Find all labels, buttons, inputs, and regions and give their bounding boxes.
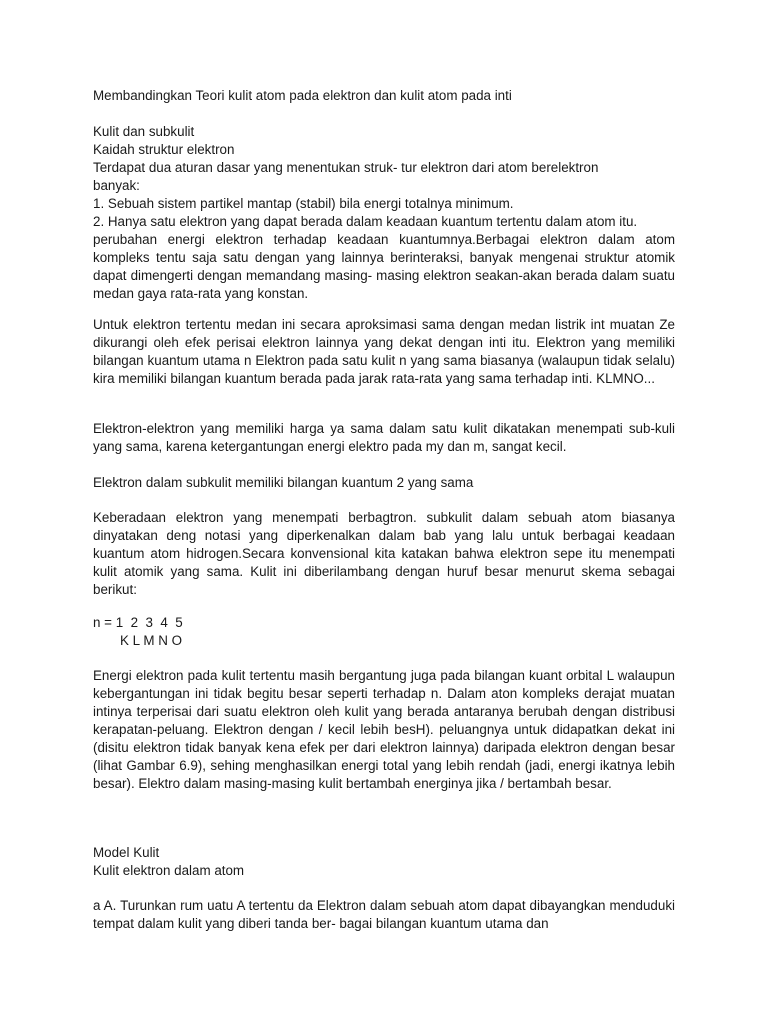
intro-line-2: banyak:: [93, 178, 140, 193]
paragraph-text: Elektron-elektron yang memiliki harga ya sama dalam satu kulit dikatakan menempati sub-kuli yang sama, karena ketergantungan energi elektro pada my dan m, sangat kecil.: [93, 421, 675, 454]
shell-numbers: n = 1 2 3 4 5: [93, 615, 183, 630]
shell-notation: [93, 614, 675, 650]
heading-kulit-elektron: Kulit elektron dalam atom: [93, 863, 245, 878]
heading-model-kulit: Model Kulit: [93, 845, 160, 860]
intro-section: [93, 123, 675, 303]
paragraph-subkulit: [93, 420, 675, 456]
paragraph-keberadaan: [93, 509, 675, 599]
paragraph-text: Keberadaan elektron yang menempati berbagtron. subkulit dalam sebuah atom biasanya dinyatakan deng notasi yang diperkenalkan dalam bab yang lalu untuk berbagai keadaan kuantum atom hidrogen.Secara konvensional kita katakan bahwa elektron sepe itu menempati kulit atomik yang sama. Kulit ini diberilambang dengan huruf besar menurut skema sebagai berikut:: [93, 510, 675, 597]
heading-kulit-subkulit: Kulit dan subkulit: [93, 124, 195, 139]
paragraph-bilangan: [93, 474, 675, 492]
paragraph-text: Energi elektron pada kulit tertentu masih bergantung juga pada bilangan kuant orbital L walaupun kebergantungan ini tidak begitu besar seperti terhadap n. Dalam aton kompleks derajat muatan intinya terperisai dari suatu elektron oleh kulit yang berada antaranya berubah dengan distribusi kerapatan-peluang. Elektron dengan / kecil lebih besH). peluangnya untuk didapatkan dekat ini (disitu elektron tidak banyak kena efek per dari elektron lainnya) daripada elektron dengan besar (lihat Gambar 6.9), sehing menghasilkan energi total yang lebih rendah (jadi, energi ikatnya lebih besar). Elektro dalam masing-masing kulit bertambah energinya jika / bertambah besar.: [93, 668, 675, 791]
paragraph-medan: [93, 316, 675, 388]
shell-letters: K L M N O: [120, 633, 183, 648]
paragraph-text: Untuk elektron tertentu medan ini secara aproksimasi sama dengan medan listrik int muatan Ze dikurangi oleh efek perisai elektron lainnya yang dekat dengan inti itu. Elektron yang memiliki bilangan kuantum utama n Elektron pada satu kulit n yang sama biasanya (walaupun tidak selalu) kira memiliki bilangan kuantum berada pada jarak rata-rata yang sama terhadap inti. KLMNO...: [93, 317, 675, 386]
intro-line-1: Terdapat dua aturan dasar yang menentukan struk- tur elektron dari atom berelektron: [93, 160, 599, 175]
heading-kaidah: Kaidah struktur elektron: [93, 142, 235, 157]
paragraph-turunkan: [93, 897, 675, 933]
paragraph-energi: [93, 667, 675, 793]
model-section: [93, 844, 675, 880]
rule-2: 2. Hanya satu elektron yang dapat berada dalam keadaan kuantum tertentu dalam atom itu.: [93, 214, 638, 229]
intro-paragraph: perubahan energi elektron terhadap keadaan kuantumnya.Berbagai elektron dalam atom kompleks tentu saja satu dengan yang lainnya berinteraksi, banyak mengenai struktur atomik dapat dimengerti dengan memandang masing- masing elektron seakan-akan berada dalam suatu medan gaya rata-rata yang konstan.: [93, 232, 675, 301]
paragraph-text: Elektron dalam subkulit memiliki bilangan kuantum 2 yang sama: [93, 475, 474, 490]
rule-1: 1. Sebuah sistem partikel mantap (stabil) bila energi totalnya minimum.: [93, 196, 514, 211]
title-text: Membandingkan Teori kulit atom pada elektron dan kulit atom pada inti: [93, 88, 512, 103]
document-title: [93, 87, 675, 105]
paragraph-text: a A. Turunkan rum uatu A tertentu da Elektron dalam sebuah atom dapat dibayangkan menduduki tempat dalam kulit yang diberi tanda ber- bagai bilangan kuantum utama dan: [93, 898, 675, 931]
